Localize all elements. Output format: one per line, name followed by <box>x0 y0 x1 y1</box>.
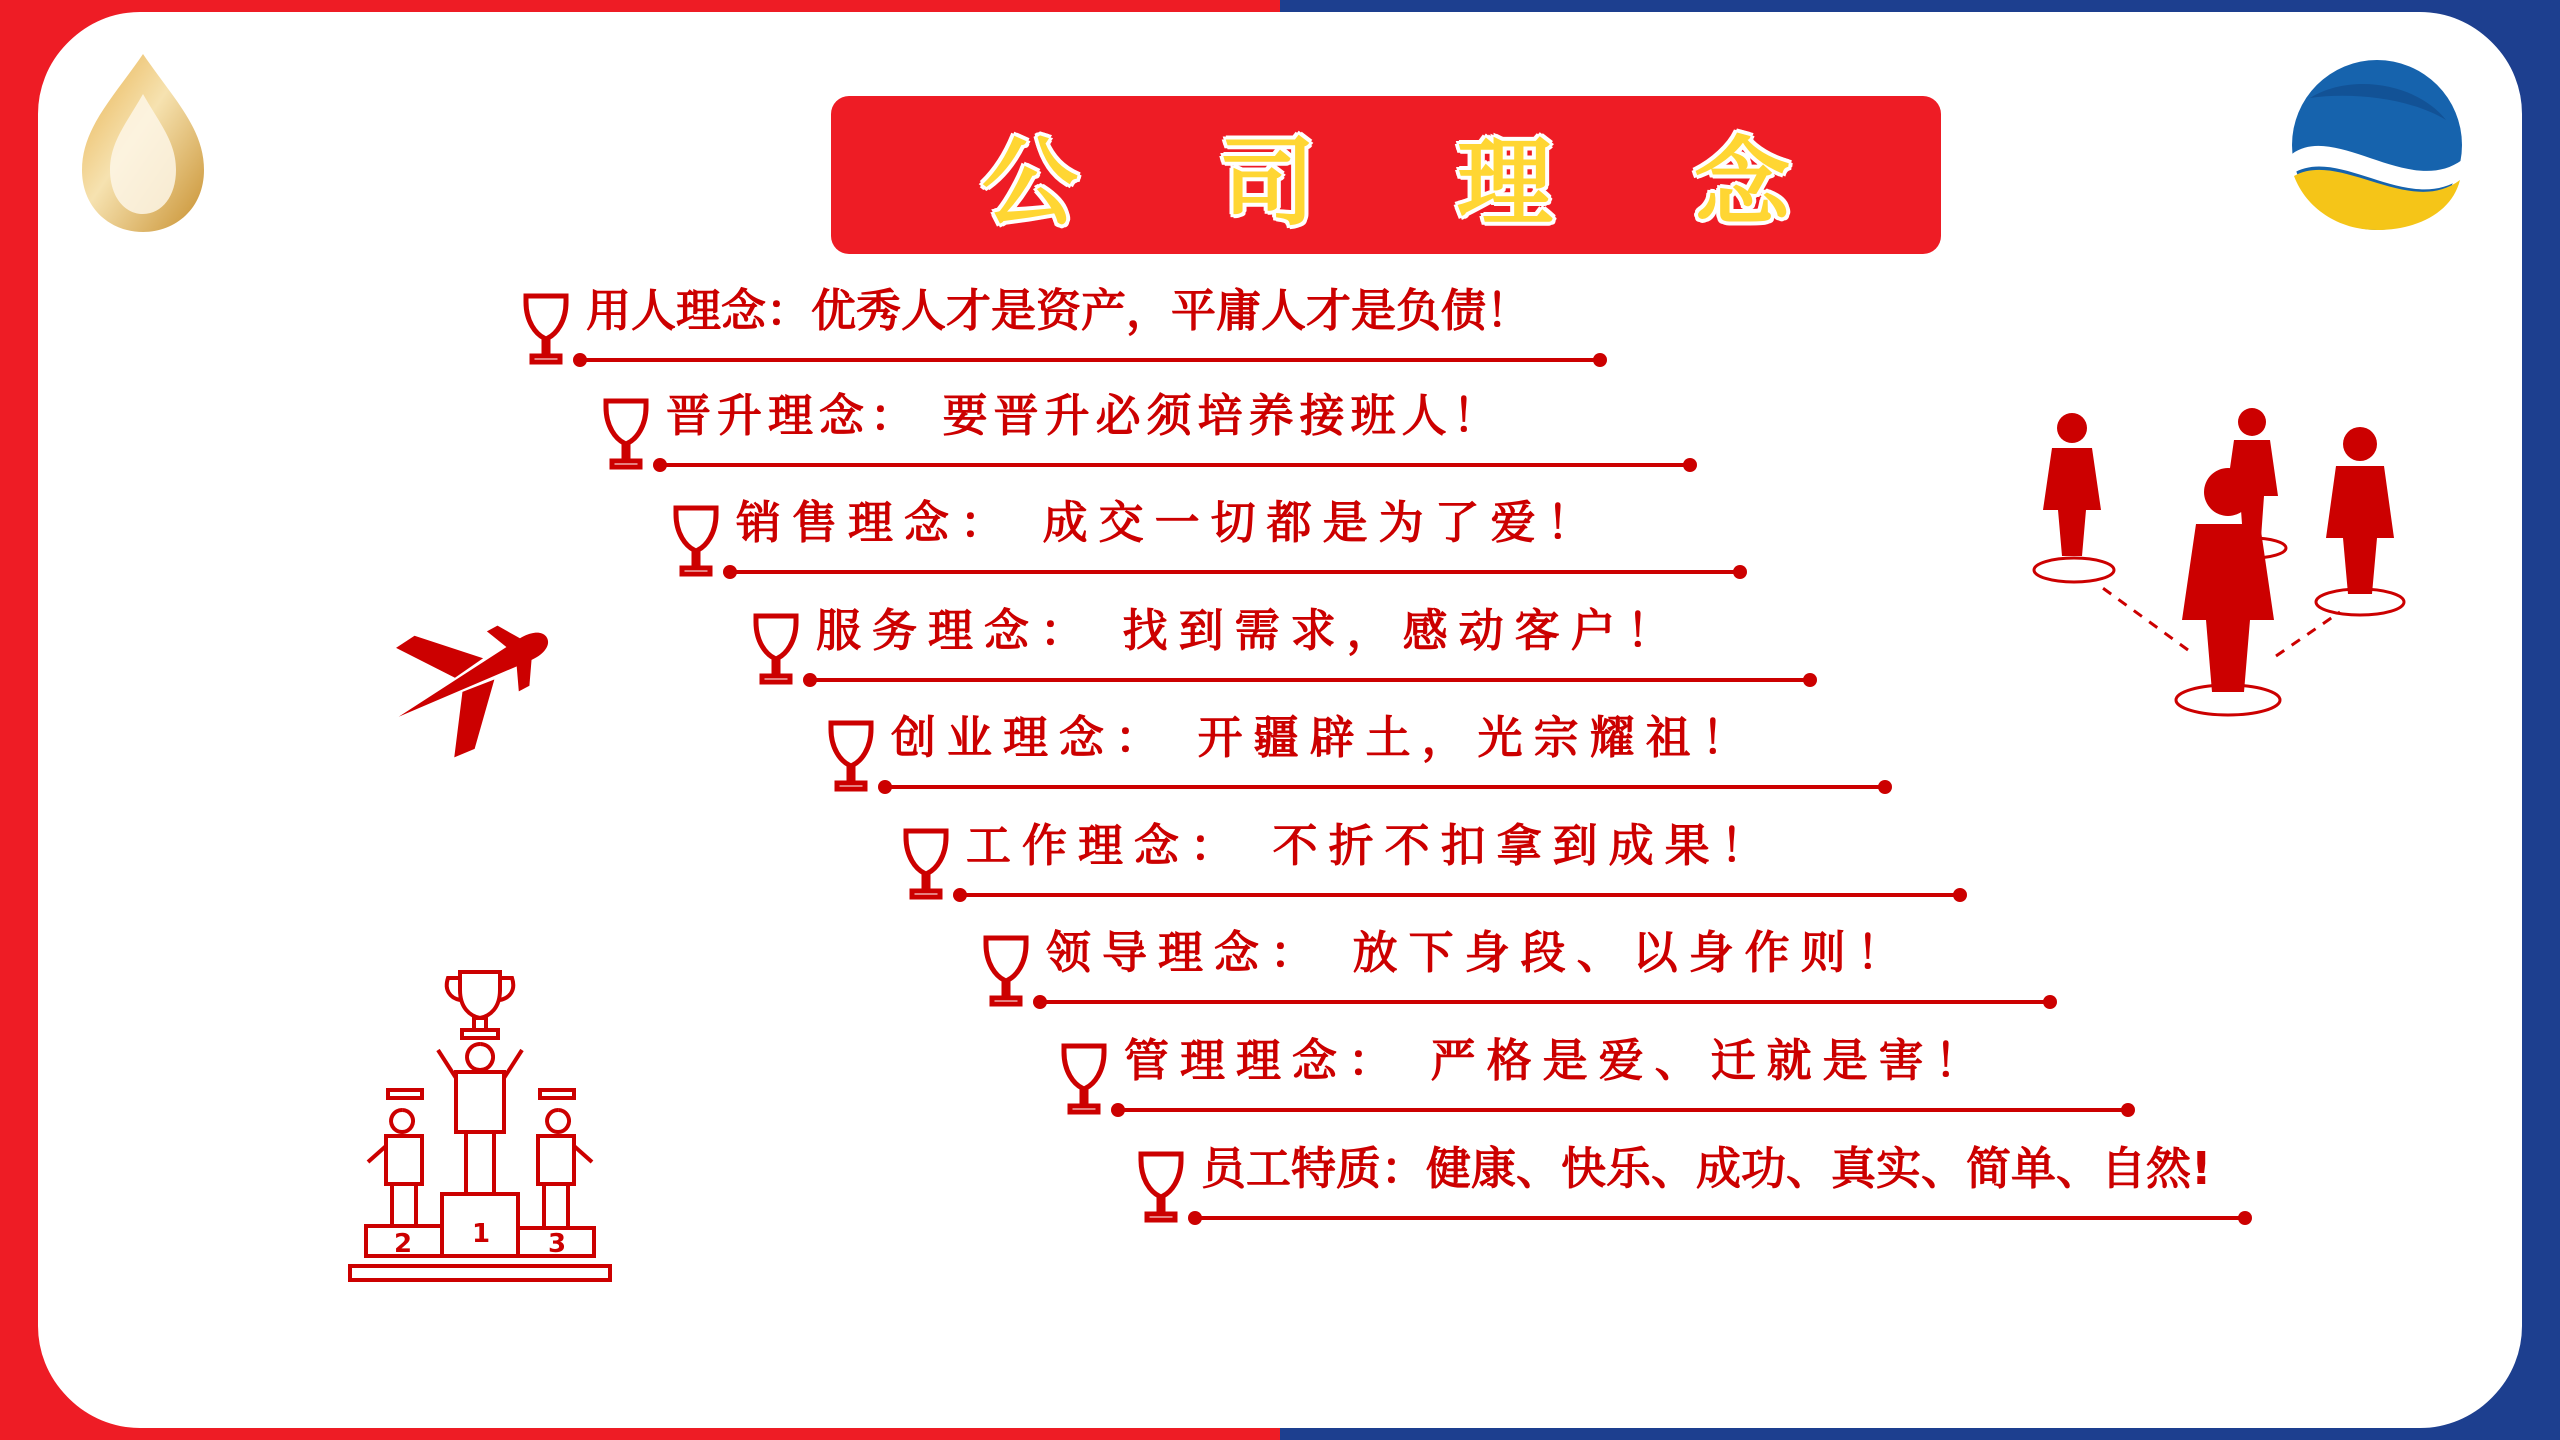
list-item <box>980 926 1913 1022</box>
list-item-label: 用人理念：优秀人才是资产，平庸人才是负债！ <box>586 284 1532 337</box>
item-underline <box>1040 1000 2050 1004</box>
list-item <box>670 496 1603 592</box>
trophy-icon <box>750 612 802 690</box>
item-underline <box>960 893 1960 897</box>
list-item-label: 创业理念： 开疆辟土，光宗耀祖！ <box>891 711 1758 764</box>
list-item-label: 工作理念： 不折不扣拿到成果！ <box>966 819 1777 872</box>
podium-winners-icon <box>330 960 630 1290</box>
item-underline <box>1118 1108 2128 1112</box>
list-item <box>520 284 1532 380</box>
item-underline <box>1195 1216 2245 1220</box>
page-title-bar <box>831 96 1941 254</box>
flame-logo-icon <box>78 50 208 235</box>
list-item <box>1135 1142 2212 1238</box>
list-item-label: 销售理念： 成交一切都是为了爱！ <box>736 496 1603 549</box>
list-item <box>825 711 1758 807</box>
list-item-label: 服务理念： 找到需求，感动客户！ <box>816 604 1683 657</box>
trophy-icon <box>900 827 952 905</box>
trophy-icon <box>600 397 652 475</box>
list-item <box>600 389 1504 485</box>
list-item-label: 领导理念： 放下身段、以身作则！ <box>1046 926 1913 979</box>
trophy-icon <box>1135 1150 1187 1228</box>
svg-text:3: 3 <box>548 1229 567 1259</box>
list-item <box>750 604 1683 700</box>
trophy-icon <box>825 719 877 797</box>
team-network-icon <box>2030 400 2440 740</box>
list-item <box>1058 1034 1991 1130</box>
trophy-icon <box>670 504 722 582</box>
item-underline <box>580 358 1600 362</box>
trophy-icon <box>1058 1042 1110 1120</box>
item-underline <box>730 570 1740 574</box>
trophy-icon <box>980 934 1032 1012</box>
list-item-label: 晋升理念： 要晋升必须培养接班人！ <box>666 389 1504 442</box>
list-item <box>900 819 1777 915</box>
svg-text:2: 2 <box>394 1229 413 1259</box>
item-underline <box>810 678 1810 682</box>
circular-brand-logo-icon <box>2290 58 2465 233</box>
item-underline <box>660 463 1690 467</box>
item-underline <box>885 785 1885 789</box>
svg-text:1: 1 <box>472 1219 491 1249</box>
airplane-icon <box>380 600 565 760</box>
trophy-icon <box>520 292 572 370</box>
list-item-label: 员工特质：健康、快乐、成功、真实、简单、自然! <box>1201 1142 2212 1195</box>
list-item-label: 管理理念： 严格是爱、迁就是害！ <box>1124 1034 1991 1087</box>
page-title: 公 司 理 念 <box>981 126 1845 239</box>
